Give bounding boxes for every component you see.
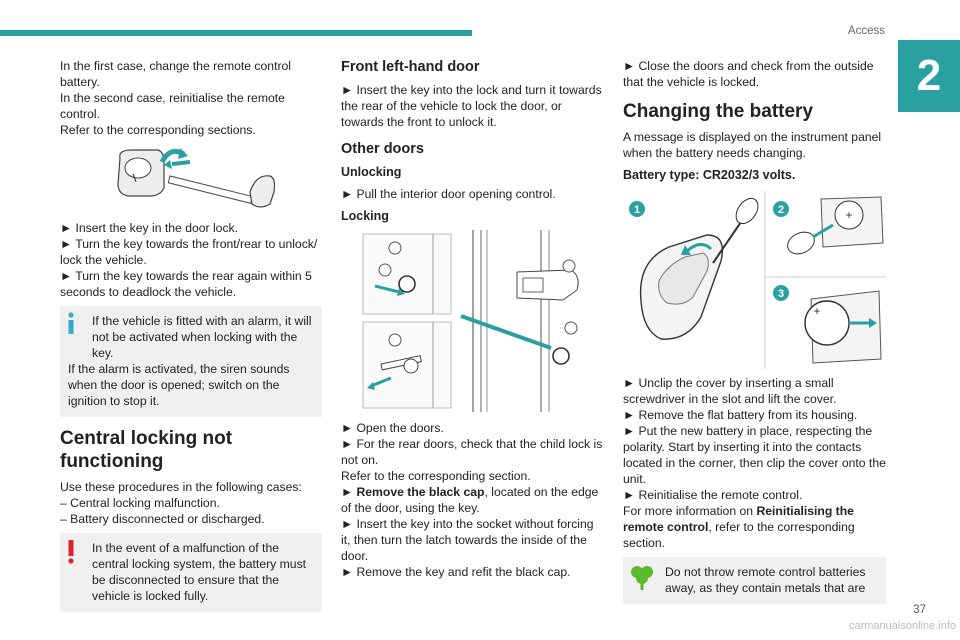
environment-note: [623, 557, 886, 604]
column-1: [60, 58, 322, 612]
step-text: ► Close the doors and check from the outside that the vehicle is locked.: [623, 59, 874, 89]
locking-heading: Locking: [341, 209, 389, 223]
polarity-symbol: +: [845, 208, 853, 222]
procedure-line: – Battery disconnected or discharged.: [60, 512, 265, 526]
step-text: ► Insert the key into the socket without forcing it, then turn the latch towards the inside of the door.: [341, 517, 594, 563]
emphasis: Remove the black cap: [356, 485, 485, 499]
battery-change-illustration: [623, 191, 886, 369]
column-2: [341, 58, 606, 580]
info-icon: [66, 312, 76, 334]
unlocking-heading: Unlocking: [341, 165, 402, 179]
battery-type: Battery type: CR2032/3 volts.: [623, 168, 796, 182]
intro-line: In the first case, change the remote control battery.: [60, 59, 292, 89]
emphasis: Reinitialising the remote control: [623, 504, 854, 534]
step-text: ► For the rear doors, check that the child lock is not on.: [341, 437, 603, 467]
step-text: ► Turn the key towards the rear again within 5 seconds to deadlock the vehicle.: [60, 269, 312, 299]
door-latch-illustration: [341, 228, 606, 414]
environment-note-text: Do not throw remote control batteries away, as they contain metals that are: [665, 565, 866, 595]
step-text: ► Unclip the cover by inserting a small screwdriver in the slot and lift the cover.: [623, 376, 837, 406]
step-text: ► Remove the key and refit the black cap.: [341, 565, 571, 579]
chapter-tab: 2: [898, 40, 960, 112]
step-text: ► Remove the flat battery from its housing.: [623, 408, 858, 422]
more-info: For more information on Reinitialising the remote control, refer to the corresponding section.: [623, 504, 855, 550]
polarity-symbol: +: [813, 304, 821, 318]
info-note-text: If the alarm is activated, the siren sounds when the door is opened; switch on the ignition to stop it.: [68, 362, 290, 408]
figure-step-number: 3: [777, 288, 785, 300]
warning-note: [60, 533, 322, 612]
header-accent-bar: [0, 30, 472, 36]
step-text: ► Reinitialise the remote control.: [623, 488, 803, 502]
step-text: ► Put the new battery in place, respecting the polarity. Start by inserting it into the contacts located in the corner, then clip the cover onto the unit.: [623, 424, 886, 486]
intro-line: In the second case, reinitialise the remote control.: [60, 91, 285, 121]
step-text: ► Turn the key towards the front/rear to unlock/ lock the vehicle.: [60, 237, 318, 267]
procedure-line: – Central locking malfunction.: [60, 496, 220, 510]
step-text: ► Open the doors.: [341, 421, 444, 435]
central-locking-heading: Central locking not functioning: [60, 428, 233, 472]
column-3: [623, 58, 886, 604]
info-note: [60, 306, 322, 417]
step-text: ► Pull the interior door opening control.: [341, 187, 556, 201]
front-door-heading: Front left-hand door: [341, 59, 480, 75]
step-text: Refer to the corresponding section.: [341, 469, 531, 483]
warning-icon: [66, 539, 76, 565]
warning-note-text: In the event of a malfunction of the central locking system, the battery must be disconnected to ensure that the vehicle is locked fully.: [92, 541, 307, 603]
changing-battery-heading: Changing the battery: [623, 101, 814, 122]
page-number: 37: [913, 604, 926, 616]
step-text: ► Insert the key into the lock and turn it towards the rear of the vehicle to lock the door, or towards the front to unlock it.: [341, 83, 602, 129]
section-title: Access: [847, 25, 885, 37]
step-text: ► Remove the black cap, located on the edge of the door, using the key.: [341, 485, 599, 515]
step-text: ► Insert the key in the door lock.: [60, 221, 239, 235]
figure-step-number: 1: [633, 204, 641, 216]
watermark: carmanualsonline.info: [848, 620, 956, 632]
battery-message: A message is displayed on the instrument panel when the battery needs changing.: [623, 130, 882, 160]
procedure-line: Use these procedures in the following cases:: [60, 480, 302, 494]
key-door-lock-illustration: [60, 144, 322, 214]
figure-step-number: 2: [777, 204, 785, 216]
intro-line: Refer to the corresponding sections.: [60, 123, 256, 137]
other-doors-heading: Other doors: [341, 141, 424, 157]
info-note-text: If the vehicle is fitted with an alarm, it will not be activated when locking with the key.: [92, 314, 312, 360]
leaf-icon: [629, 563, 655, 591]
